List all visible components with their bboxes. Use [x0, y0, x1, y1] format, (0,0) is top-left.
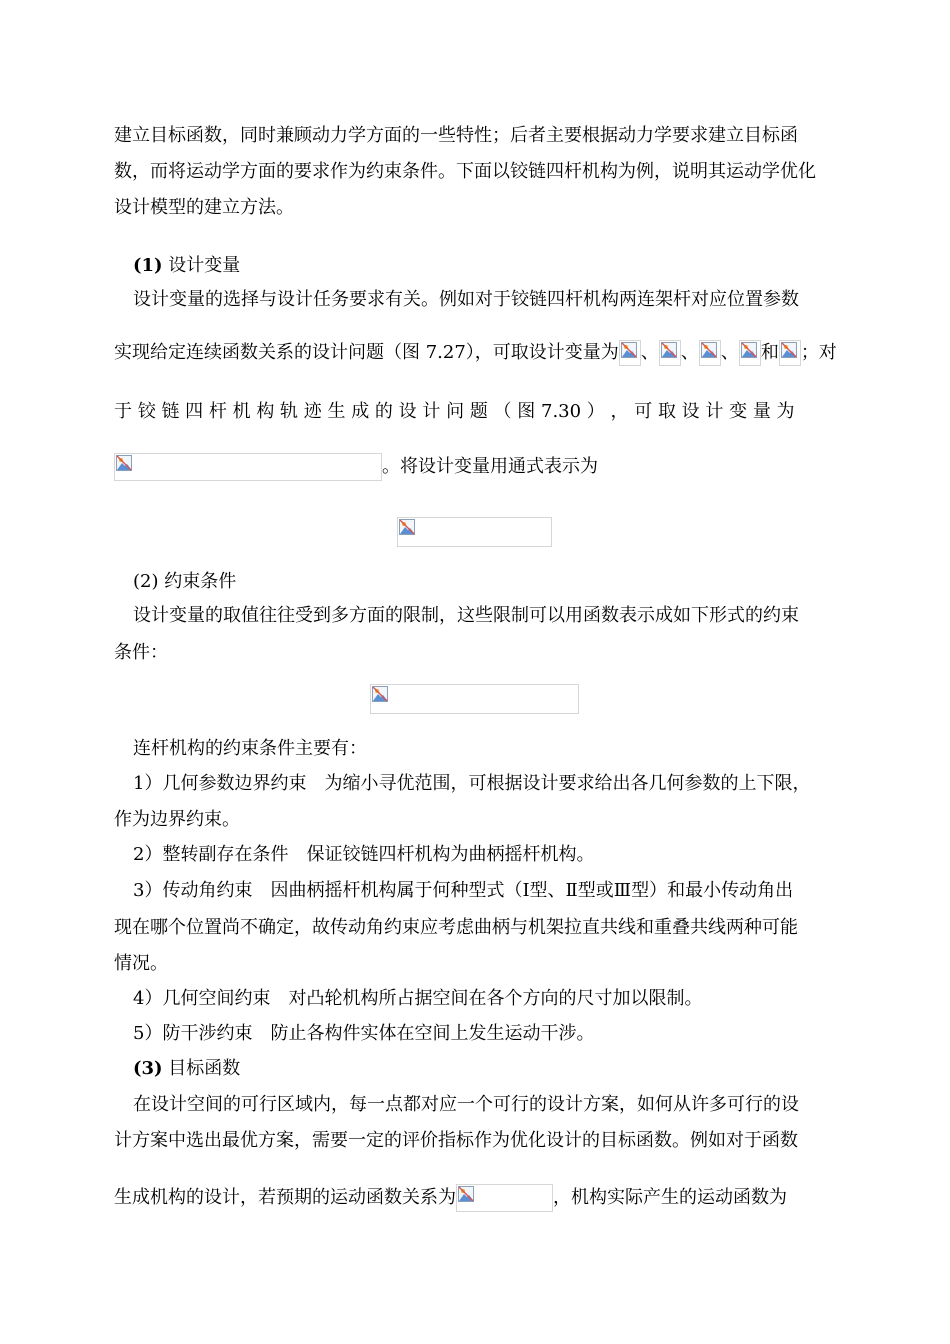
formula-image	[619, 340, 641, 366]
paragraph-line-with-formulas	[114, 340, 837, 366]
paragraph-line: 情况。	[114, 953, 168, 974]
formula-image	[699, 340, 721, 366]
formula-image	[659, 340, 681, 366]
formula-image	[739, 340, 761, 366]
text-run: 实现给定连续函数关系的设计问题（图 7.27），可取设计变量为	[114, 342, 619, 363]
paragraph-line: 设计模型的建立方法。	[114, 197, 294, 218]
paragraph-line: 连杆机构的约束条件主要有：	[133, 738, 367, 759]
text-run: 、	[720, 342, 739, 363]
section-heading-objective-function	[133, 1057, 240, 1081]
broken-image-icon	[661, 342, 677, 358]
paragraph-line-with-formula	[114, 1184, 787, 1212]
broken-image-icon	[458, 1186, 474, 1202]
broken-image-icon	[741, 342, 757, 358]
paragraph-line-with-formula	[114, 453, 598, 481]
formula-image	[456, 1184, 553, 1212]
formula-image	[114, 453, 382, 481]
list-item: 2）整转副存在条件 保证铰链四杆机构为曲柄摇杆机构。	[133, 844, 595, 865]
broken-image-icon	[781, 342, 797, 358]
list-item: 3）传动角约束 因曲柄摇杆机构属于何种型式（Ⅰ型、Ⅱ型或Ⅲ型）和最小传动角出	[133, 880, 794, 901]
list-item: 5）防干涉约束 防止各构件实体在空间上发生运动干涉。	[133, 1023, 595, 1044]
paragraph-line: 设计变量的选择与设计任务要求有关。例如对于铰链四杆机构两连架杆对应位置参数	[133, 289, 799, 310]
broken-image-icon	[399, 519, 415, 535]
paragraph-line: 设计变量的取值往往受到多方面的限制，这些限制可以用函数表示成如下形式的约束	[133, 605, 799, 626]
section-heading-design-variables	[133, 254, 240, 278]
paragraph-line: 建立目标函数，同时兼顾动力学方面的一些特性；后者主要根据动力学要求建立目标函	[114, 125, 798, 146]
formula-image-display	[397, 517, 552, 547]
list-item: 4）几何空间约束 对凸轮机构所占据空间在各个方向的尺寸加以限制。	[133, 988, 703, 1009]
text-run: 。将设计变量用通式表示为	[382, 456, 598, 477]
paragraph-line: 数，而将运动学方面的要求作为约束条件。下面以铰链四杆机构为例，说明其运动学优化	[114, 161, 816, 182]
list-item: 1）几何参数边界约束 为缩小寻优范围，可根据设计要求给出各几何参数的上下限，	[133, 773, 811, 794]
heading-number: (1)	[133, 255, 163, 276]
broken-image-icon	[372, 686, 388, 702]
heading-text: 设计变量	[162, 255, 241, 276]
text-run: ；对	[800, 342, 837, 363]
text-run: 生成机构的设计，若预期的运动函数关系为	[114, 1187, 456, 1208]
paragraph-line: 作为边界约束。	[114, 809, 240, 830]
broken-image-icon	[621, 342, 637, 358]
heading-number: (3)	[133, 1058, 163, 1079]
broken-image-icon	[701, 342, 717, 358]
text-run: 、	[680, 342, 699, 363]
section-heading-constraints: (2) 约束条件	[133, 571, 237, 592]
text-run: 和	[760, 342, 779, 363]
paragraph-line: 现在哪个位置尚不确定，故传动角约束应考虑曲柄与机架拉直共线和重叠共线两种可能	[114, 917, 798, 938]
formula-image-display	[370, 684, 579, 714]
paragraph-line: 条件：	[114, 642, 168, 663]
text-run: 、	[640, 342, 659, 363]
paragraph-line: 于 铰 链 四 杆 机 构 轨 迹 生 成 的 设 计 问 题 （ 图 7.30 ） ， 可 取 设 计 变 量 为	[114, 401, 795, 422]
paragraph-line: 计方案中选出最优方案，需要一定的评价指标作为优化设计的目标函数。例如对于函数	[114, 1130, 798, 1151]
broken-image-icon	[116, 455, 132, 471]
text-run: ，机构实际产生的运动函数为	[553, 1187, 787, 1208]
formula-image	[779, 340, 801, 366]
heading-text: 目标函数	[162, 1058, 241, 1079]
paragraph-line: 在设计空间的可行区域内，每一点都对应一个可行的设计方案，如何从许多可行的设	[133, 1094, 799, 1115]
